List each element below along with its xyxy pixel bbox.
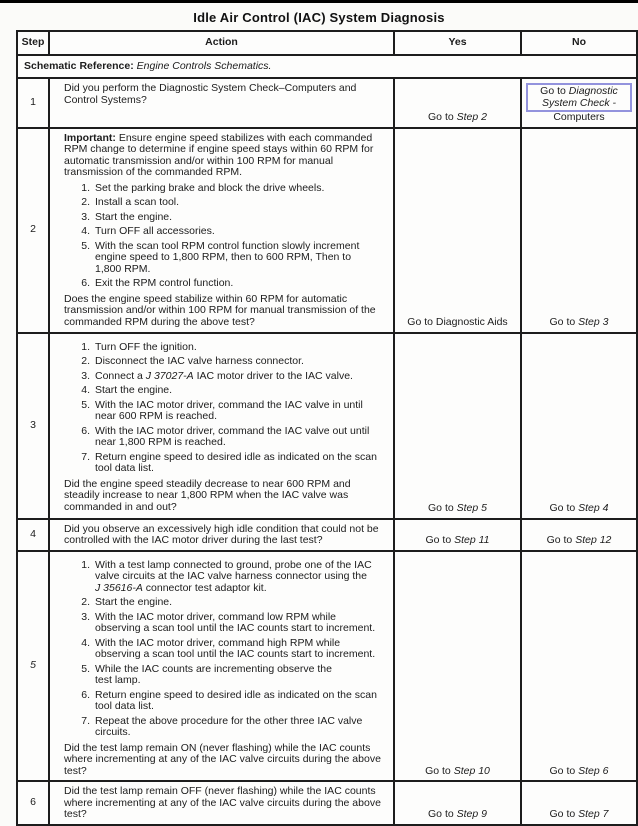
step-item-number: 6. bbox=[81, 277, 90, 289]
action-step-item bbox=[76, 385, 385, 397]
yes-cell bbox=[394, 519, 521, 551]
action-cell bbox=[49, 78, 394, 128]
step-item-text: Connect a J 37027-A IAC motor driver to the IAC valve. bbox=[95, 369, 353, 382]
action-step-item bbox=[76, 226, 385, 238]
step-item-text: With the IAC motor driver, command high RPM while observing a scan tool until the IAC counts start to increment. bbox=[95, 636, 376, 660]
action-step-item bbox=[76, 278, 385, 290]
no-cell bbox=[521, 551, 637, 782]
table-row bbox=[17, 781, 637, 825]
step-item-number: 5. bbox=[81, 398, 90, 411]
table-row bbox=[17, 128, 637, 333]
question-text: Does the engine speed stabilize within 60 RPM for automatic transmission and/or within 100 RPM for manual transmission of the commanded RPM during the above test? bbox=[64, 292, 376, 328]
action-step-item bbox=[76, 426, 385, 449]
action-cell bbox=[49, 333, 394, 519]
action-step-item bbox=[76, 183, 385, 195]
step-item-number: 2. bbox=[81, 596, 90, 608]
action-step-item bbox=[76, 638, 385, 661]
yes-goto-text: Go to Step 10 bbox=[425, 764, 490, 777]
step-item-text: Start the engine. bbox=[95, 596, 173, 608]
step-item-text: Start the engine. bbox=[95, 210, 173, 223]
step-number: 3 bbox=[17, 333, 49, 519]
step-number: 6 bbox=[17, 781, 49, 825]
step-item-text: With the scan tool RPM control function slowly increment engine speed to 1,800 RPM, then to 600 RPM, Then to 1,800 RPM. bbox=[95, 239, 360, 275]
step-item-number: 1. bbox=[81, 181, 90, 194]
step-item-text: With a test lamp connected to ground, probe one of the IAC valve circuits at the IAC valve harness connector using the J 35616-A connector test adaptor kit. bbox=[95, 558, 372, 594]
step-item-number: 1. bbox=[81, 340, 90, 353]
step-item-number: 1. bbox=[81, 558, 90, 571]
no-cell bbox=[521, 781, 637, 825]
no-goto-text: Go to Step 7 bbox=[549, 808, 609, 820]
question-text: Did the engine speed steadily decrease to near 600 RPM and steadily increase to near 1,800 RPM when the IAC valve was commanded in and out? bbox=[64, 477, 351, 513]
yes-goto-text: Go to Step 5 bbox=[428, 502, 487, 514]
action-paragraph: Did you observe an excessively high idle condition that could not be controlled with the IAC motor driver during the last test? bbox=[64, 522, 379, 546]
action-step-item bbox=[76, 212, 385, 224]
schematic-reference-row bbox=[17, 55, 637, 78]
diagnosis-table bbox=[16, 30, 638, 826]
step-item-text: Install a scan tool. bbox=[95, 196, 180, 208]
action-step-list bbox=[76, 560, 385, 739]
step-item-number: 5. bbox=[81, 662, 90, 675]
action-step-list bbox=[76, 342, 385, 475]
table-row bbox=[17, 519, 637, 551]
step-item-number: 2. bbox=[81, 355, 90, 367]
action-paragraph: Did you perform the Diagnostic System Check–Computers and Control Systems? bbox=[64, 82, 357, 106]
step-item-text: Return engine speed to desired idle as indicated on the scan tool data list. bbox=[95, 688, 377, 712]
action-step-item bbox=[76, 664, 385, 687]
no-goto-text: Go to Step 3 bbox=[549, 316, 609, 328]
step-item-text: Turn OFF all accessories. bbox=[95, 225, 215, 237]
step-item-text: While the IAC counts are incrementing observe the test lamp. bbox=[95, 662, 332, 686]
step-item-number: 6. bbox=[81, 688, 90, 701]
step-item-number: 5. bbox=[81, 239, 90, 252]
action-step-item bbox=[76, 597, 385, 609]
column-header-no: No bbox=[521, 31, 637, 55]
yes-cell bbox=[394, 78, 521, 128]
page-title: Idle Air Control (IAC) System Diagnosis bbox=[193, 10, 445, 25]
action-step-item bbox=[76, 452, 385, 475]
step-item-text: Set the parking brake and block the drive wheels. bbox=[95, 181, 325, 194]
step-item-text: With the IAC motor driver, command the IAC valve out until near 1,800 RPM is reached. bbox=[95, 424, 370, 448]
yes-goto-text: Go to Step 9 bbox=[428, 808, 487, 820]
column-header-yes: Yes bbox=[394, 31, 521, 55]
action-paragraph: Did the test lamp remain OFF (never flashing) while the IAC counts where incrementing at any of the IAC valve circuits during the above test? bbox=[64, 785, 381, 820]
action-step-item bbox=[76, 241, 385, 276]
step-item-number: 4. bbox=[81, 384, 90, 396]
step-item-text: With the IAC motor driver, command the IAC valve in until near 600 RPM is reached. bbox=[95, 398, 363, 422]
step-item-number: 4. bbox=[81, 225, 90, 237]
action-step-item bbox=[76, 716, 385, 739]
no-cell bbox=[521, 333, 637, 519]
action-paragraph: Important: Ensure engine speed stabilizes with each commanded RPM change to determine if engine speed stays within 60 RPM for automatic transmission and/or within 100 RPM for manual transmission of the commanded RPM. bbox=[64, 131, 374, 178]
page-top-rule bbox=[0, 0, 638, 3]
step-number: 5 bbox=[17, 551, 49, 782]
yes-goto-text: Go to Step 2 bbox=[428, 111, 487, 123]
schematic-reference-label: Schematic Reference: bbox=[24, 59, 134, 72]
step-item-text: Exit the RPM control function. bbox=[95, 277, 234, 289]
no-goto-text: Go to Step 12 bbox=[546, 534, 612, 546]
yes-cell bbox=[394, 781, 521, 825]
action-cell bbox=[49, 781, 394, 825]
no-cell bbox=[521, 519, 637, 551]
action-step-item bbox=[76, 356, 385, 368]
step-item-text: Turn OFF the ignition. bbox=[95, 340, 197, 353]
no-cell bbox=[521, 128, 637, 333]
question-text: Did the test lamp remain ON (never flashing) while the IAC counts where incrementing at any of the IAC valve circuits during the above test? bbox=[64, 741, 381, 777]
table-row bbox=[17, 78, 637, 128]
step-item-number: 6. bbox=[81, 424, 90, 437]
step-item-number: 7. bbox=[81, 450, 90, 463]
action-step-item bbox=[76, 690, 385, 713]
link-after-text: Computers bbox=[553, 111, 605, 123]
action-step-item bbox=[76, 342, 385, 354]
action-step-item bbox=[76, 197, 385, 209]
step-number: 4 bbox=[17, 519, 49, 551]
step-number: 1 bbox=[17, 78, 49, 128]
action-step-item bbox=[76, 400, 385, 423]
action-cell bbox=[49, 551, 394, 782]
step-item-text: Start the engine. bbox=[95, 384, 173, 396]
action-step-item bbox=[76, 612, 385, 635]
no-goto-text: Go to Step 6 bbox=[549, 764, 609, 777]
go-to-link[interactable]: Go to Diagnostic System Check - bbox=[526, 83, 632, 112]
step-item-text: Disconnect the IAC valve harness connector. bbox=[95, 355, 304, 367]
step-item-text: Repeat the above procedure for the other three IAC valve circuits. bbox=[95, 714, 363, 738]
table-row bbox=[17, 551, 637, 782]
step-item-number: 2. bbox=[81, 196, 90, 208]
step-item-number: 3. bbox=[81, 369, 90, 382]
yes-goto-text: Go to Step 11 bbox=[425, 534, 490, 546]
yes-cell bbox=[394, 333, 521, 519]
table-header-row bbox=[17, 31, 637, 55]
column-header-action: Action bbox=[49, 31, 394, 55]
step-item-number: 3. bbox=[81, 610, 90, 623]
step-number: 2 bbox=[17, 128, 49, 333]
step-item-text: With the IAC motor driver, command low RPM while observing a scan tool until the IAC counts start to increment. bbox=[95, 610, 376, 634]
action-step-item bbox=[76, 371, 385, 383]
step-item-text: Return engine speed to desired idle as indicated on the scan tool data list. bbox=[95, 450, 377, 474]
step-item-number: 7. bbox=[81, 714, 90, 727]
table-row bbox=[17, 333, 637, 519]
action-cell bbox=[49, 519, 394, 551]
no-goto-text: Go to Step 4 bbox=[549, 502, 609, 514]
schematic-reference-value: Engine Controls Schematics. bbox=[136, 59, 272, 72]
yes-cell bbox=[394, 128, 521, 333]
yes-cell bbox=[394, 551, 521, 782]
column-header-step: Step bbox=[17, 31, 49, 55]
action-step-item bbox=[76, 560, 385, 595]
no-cell bbox=[521, 78, 637, 128]
yes-goto-text: Go to Diagnostic Aids bbox=[407, 316, 508, 328]
action-cell bbox=[49, 128, 394, 333]
schematic-reference bbox=[17, 55, 637, 78]
step-item-number: 3. bbox=[81, 210, 90, 223]
step-item-number: 4. bbox=[81, 636, 90, 649]
action-step-list bbox=[76, 183, 385, 290]
